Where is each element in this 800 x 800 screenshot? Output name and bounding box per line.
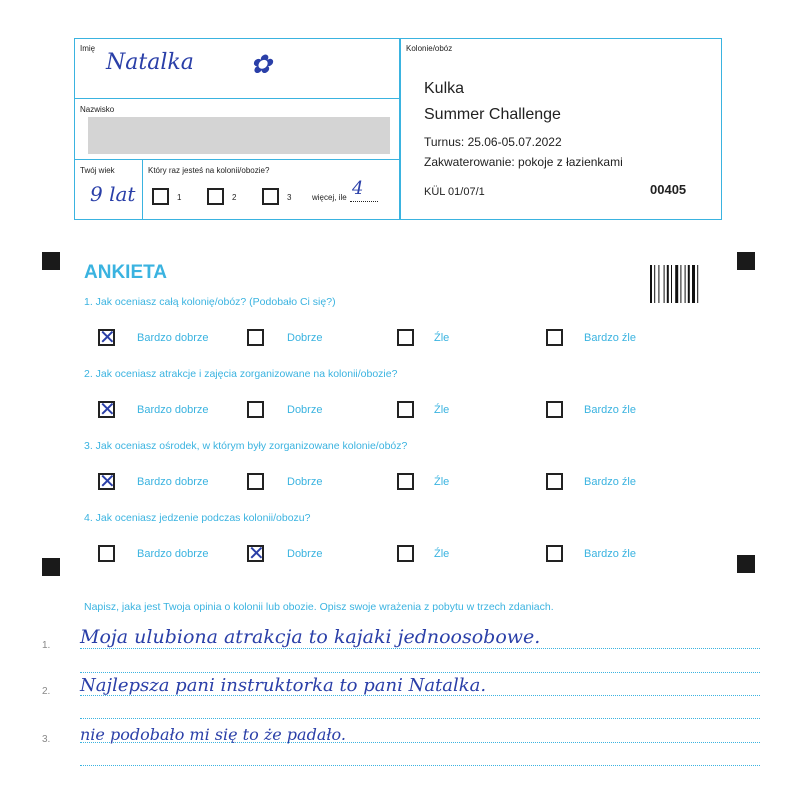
barcode <box>650 265 706 303</box>
question-3-option-label-2: Dobrze <box>287 476 323 488</box>
more-line <box>350 201 378 202</box>
times-option-2: 2 <box>232 193 237 202</box>
barcode-bar <box>654 265 655 303</box>
question-2-option-label-1: Bardzo dobrze <box>137 404 209 416</box>
name-value[interactable]: Natalka <box>106 50 194 75</box>
question-3-option-label-3: Źle <box>434 476 450 488</box>
age-divider <box>142 159 143 220</box>
question-4-option-label-1: Bardzo dobrze <box>137 548 209 560</box>
camp-code: KÜL 01/07/1 <box>424 186 485 198</box>
question-4-option-label-2: Dobrze <box>287 548 323 560</box>
answer-2[interactable]: Najlepsza pani instruktorka to pani Natalka. <box>80 675 487 696</box>
times-option-3: 3 <box>287 193 292 202</box>
barcode-bar <box>688 265 690 303</box>
question-3-checkbox-2[interactable] <box>247 473 264 490</box>
barcode-bar <box>671 265 672 303</box>
camp-label: Kolonie/obóz <box>406 44 453 53</box>
barcode-bar <box>675 265 678 303</box>
registration-mark-top-left <box>42 252 60 270</box>
checkmark-x-icon: ✕ <box>99 325 116 349</box>
accommodation: Zakwaterowanie: pokoje z łazienkami <box>424 155 623 169</box>
name-divider <box>74 98 400 99</box>
question-3-checkbox-3[interactable] <box>397 473 414 490</box>
barcode-bar <box>697 265 698 303</box>
barcode-bar <box>680 265 681 303</box>
question-2-checkbox-4[interactable] <box>546 401 563 418</box>
times-checkbox-2[interactable] <box>207 188 224 205</box>
line-number-1: 1. <box>42 640 51 651</box>
answer-line-2b <box>80 718 760 719</box>
question-4-text: 4. Jak oceniasz jedzenie podczas kolonii/obozu? <box>84 512 311 524</box>
line-number-3: 3. <box>42 734 51 745</box>
question-1-checkbox-3[interactable] <box>397 329 414 346</box>
question-4-option-label-3: Źle <box>434 548 450 560</box>
times-checkbox-1[interactable] <box>152 188 169 205</box>
barcode-bar <box>664 265 665 303</box>
answer-3[interactable]: nie podobało mi się to że padało. <box>80 725 346 744</box>
surname-label: Nazwisko <box>80 105 115 114</box>
turnus: Turnus: 25.06-05.07.2022 <box>424 135 562 149</box>
open-prompt: Napisz, jaka jest Twoja opinia o kolonii lub obozie. Opisz swoje wrażenia z pobytu w trzech zdaniach. <box>84 601 554 613</box>
age-value[interactable]: 9 lat <box>90 182 136 206</box>
question-1-option-label-2: Dobrze <box>287 332 323 344</box>
checkmark-x-icon: ✕ <box>99 469 116 493</box>
question-2-text: 2. Jak oceniasz atrakcje i zajęcia zorganizowane na kolonii/obozie? <box>84 368 398 380</box>
question-3-text: 3. Jak oceniasz ośrodek, w którym były zorganizowane kolonie/obóz? <box>84 440 408 452</box>
question-4-option-label-4: Bardzo źle <box>584 548 636 560</box>
barcode-bar <box>685 265 686 303</box>
question-2-option-label-2: Dobrze <box>287 404 323 416</box>
registration-mark-top-right <box>737 252 755 270</box>
registration-mark-bottom-left <box>42 558 60 576</box>
times-label: Który raz jesteś na kolonii/obozie? <box>148 166 270 175</box>
question-3-checkbox-4[interactable] <box>546 473 563 490</box>
answer-line-1 <box>80 648 760 649</box>
more-label: więcej, ile <box>312 193 347 202</box>
name-label: Imię <box>80 44 96 53</box>
question-1-option-label-4: Bardzo źle <box>584 332 636 344</box>
question-2-checkbox-2[interactable] <box>247 401 264 418</box>
form-number: 00405 <box>650 182 687 197</box>
question-4-checkbox-3[interactable] <box>397 545 414 562</box>
question-3-option-label-4: Bardzo źle <box>584 476 636 488</box>
times-option-1: 1 <box>177 193 182 202</box>
question-2-option-label-4: Bardzo źle <box>584 404 636 416</box>
question-4-checkbox-4[interactable] <box>546 545 563 562</box>
surname-divider <box>74 159 400 160</box>
question-3-option-label-1: Bardzo dobrze <box>137 476 209 488</box>
camp-program: Summer Challenge <box>424 106 561 123</box>
more-value[interactable]: 4 <box>352 178 364 199</box>
barcode-bar <box>692 265 695 303</box>
answer-line-1b <box>80 672 760 673</box>
survey-title: ANKIETA <box>84 262 168 283</box>
surname-redaction <box>88 117 390 154</box>
checkmark-x-icon: ✕ <box>99 397 116 421</box>
question-4-checkbox-1[interactable] <box>98 545 115 562</box>
barcode-bar <box>658 265 659 303</box>
line-number-2: 2. <box>42 686 51 697</box>
checkmark-x-icon: ✕ <box>248 541 265 565</box>
question-1-text: 1. Jak oceniasz całą kolonię/obóz? (Podobało Ci się?) <box>84 296 336 308</box>
barcode-bar <box>667 265 669 303</box>
barcode-bar <box>650 265 652 303</box>
age-label: Twój wiek <box>80 166 115 175</box>
question-1-option-label-3: Źle <box>434 332 450 344</box>
question-2-option-label-3: Źle <box>434 404 450 416</box>
question-1-option-label-1: Bardzo dobrze <box>137 332 209 344</box>
question-1-checkbox-2[interactable] <box>247 329 264 346</box>
flower-doodle-icon: ✿ <box>250 50 272 80</box>
registration-mark-bottom-right <box>737 555 755 573</box>
answer-line-3b <box>80 765 760 766</box>
camp-name: Kulka <box>424 80 465 97</box>
question-2-checkbox-3[interactable] <box>397 401 414 418</box>
times-checkbox-3[interactable] <box>262 188 279 205</box>
question-1-checkbox-4[interactable] <box>546 329 563 346</box>
answer-1[interactable]: Moja ulubiona atrakcja to kajaki jednoosobowe. <box>80 626 541 648</box>
